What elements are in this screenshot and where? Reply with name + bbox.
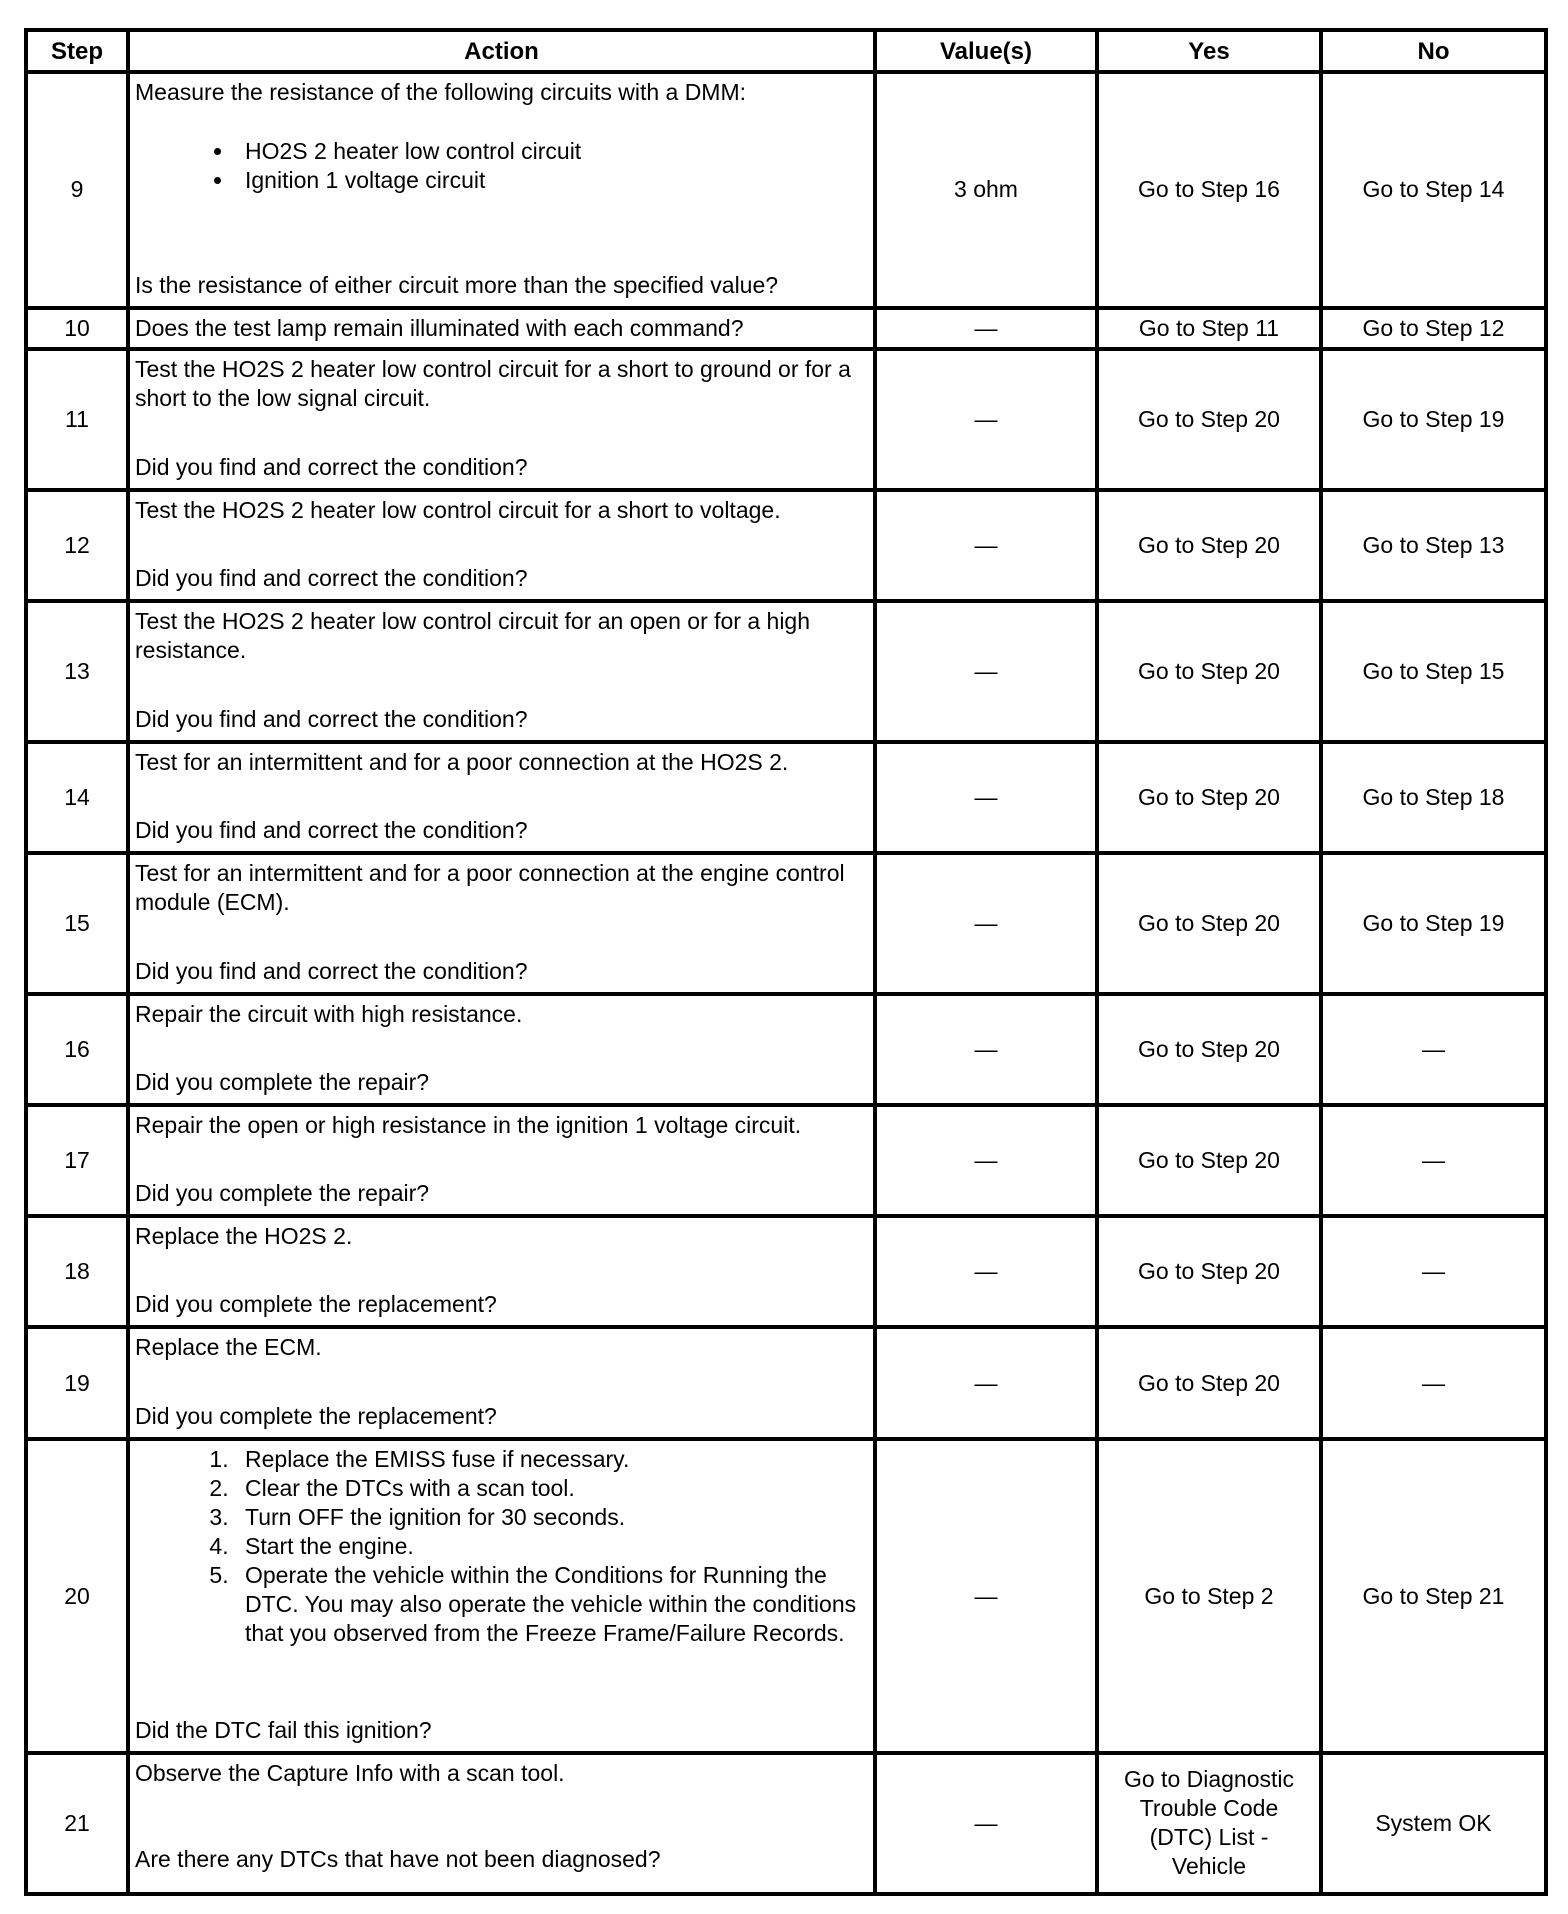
table-row (26, 1105, 1546, 1216)
header-yes: Yes (1097, 30, 1321, 72)
header-values: Value(s) (875, 30, 1097, 72)
header-no: No (1321, 30, 1546, 72)
table-row (26, 742, 1546, 853)
value-cell: — (875, 490, 1097, 601)
no-cell: Go to Step 18 (1321, 742, 1546, 853)
value-cell: — (875, 1753, 1097, 1894)
action-cell (128, 72, 875, 308)
table-row (26, 1439, 1546, 1754)
yes-cell: Go to Step 2 (1097, 1439, 1321, 1754)
step-number: 9 (26, 72, 128, 308)
yes-cell: Go to Step 20 (1097, 1216, 1321, 1327)
numbered-list (135, 1445, 865, 1648)
value-cell: — (875, 349, 1097, 490)
yes-cell: Go to Diagnostic Trouble Code (DTC) List - Vehicle (1097, 1753, 1321, 1894)
step-number: 18 (26, 1216, 128, 1327)
value-cell: — (875, 742, 1097, 853)
question-text: Did you complete the repair? (135, 1180, 430, 1207)
step-number: 10 (26, 308, 128, 349)
step-number: 15 (26, 853, 128, 994)
step-number: 14 (26, 742, 128, 853)
step-number: 16 (26, 994, 128, 1105)
action-cell (128, 994, 875, 1105)
no-cell: Go to Step 19 (1321, 349, 1546, 490)
step-number: 12 (26, 490, 128, 601)
list-item: • HO2S 2 heater low control circuit (235, 137, 865, 166)
value-cell: — (875, 1105, 1097, 1216)
action-cell (128, 490, 875, 601)
question-text: Did you complete the replacement? (135, 1402, 497, 1429)
value-cell: — (875, 1216, 1097, 1327)
header-action: Action (128, 30, 875, 72)
bullet-list (135, 137, 865, 195)
action-text: Replace the ECM. (135, 1334, 322, 1361)
value-cell: 3 ohm (875, 72, 1097, 308)
table-row (26, 308, 1546, 349)
table-row (26, 490, 1546, 601)
no-cell: Go to Step 19 (1321, 853, 1546, 994)
question-text: Did you find and correct the condition? (135, 705, 528, 732)
no-cell: — (1321, 994, 1546, 1105)
action-cell (128, 853, 875, 994)
action-cell (128, 308, 875, 349)
step-number: 17 (26, 1105, 128, 1216)
value-cell: — (875, 994, 1097, 1105)
action-cell (128, 601, 875, 742)
action-text: Measure the resistance of the following circuits with a DMM: (135, 79, 747, 105)
question-text: Did you complete the replacement? (135, 1291, 497, 1318)
question-text: Did you find and correct the condition? (135, 565, 528, 592)
question-text: Is the resistance of either circuit more than the specified value? (135, 271, 779, 298)
action-text: Test the HO2S 2 heater low control circuit for a short to voltage. (135, 496, 781, 523)
action-text: Test for an intermittent and for a poor connection at the engine control module (ECM). (135, 859, 845, 915)
no-cell: — (1321, 1216, 1546, 1327)
action-text: Observe the Capture Info with a scan tool. (135, 1760, 565, 1787)
action-text: Repair the circuit with high resistance. (135, 1000, 523, 1027)
table-row (26, 853, 1546, 994)
list-item: 4. Start the engine. (235, 1532, 865, 1561)
action-text: Test for an intermittent and for a poor connection at the HO2S 2. (135, 748, 789, 775)
table-row (26, 994, 1546, 1105)
action-cell (128, 742, 875, 853)
step-number: 20 (26, 1439, 128, 1754)
step-number: 11 (26, 349, 128, 490)
question-text: Did you find and correct the condition? (135, 816, 528, 843)
step-number: 13 (26, 601, 128, 742)
header-row (26, 30, 1546, 72)
yes-cell: Go to Step 20 (1097, 601, 1321, 742)
action-cell (128, 1105, 875, 1216)
no-cell: Go to Step 14 (1321, 72, 1546, 308)
yes-cell: Go to Step 20 (1097, 1327, 1321, 1438)
question-text: Are there any DTCs that have not been diagnosed? (135, 1846, 661, 1872)
diagnostic-table (24, 28, 1548, 1896)
no-cell: Go to Step 15 (1321, 601, 1546, 742)
action-cell (128, 1327, 875, 1438)
action-text: Test the HO2S 2 heater low control circuit for a short to ground or for a short to the low signal circuit. (135, 356, 851, 412)
list-item: • Ignition 1 voltage circuit (235, 166, 865, 195)
table-row (26, 72, 1546, 308)
value-cell: — (875, 1439, 1097, 1754)
no-cell: — (1321, 1327, 1546, 1438)
question-text: Did you find and correct the condition? (135, 957, 528, 984)
yes-cell: Go to Step 16 (1097, 72, 1321, 308)
value-cell: — (875, 308, 1097, 349)
yes-cell: Go to Step 20 (1097, 490, 1321, 601)
table-row (26, 349, 1546, 490)
list-item: 1. Replace the EMISS fuse if necessary. (235, 1445, 865, 1474)
action-cell (128, 349, 875, 490)
list-item: 3. Turn OFF the ignition for 30 seconds. (235, 1503, 865, 1532)
table-row (26, 601, 1546, 742)
action-cell (128, 1216, 875, 1327)
list-item: 2. Clear the DTCs with a scan tool. (235, 1474, 865, 1503)
yes-cell: Go to Step 20 (1097, 349, 1321, 490)
step-number: 21 (26, 1753, 128, 1894)
question-text: Did the DTC fail this ignition? (135, 1717, 432, 1744)
header-step: Step (26, 30, 128, 72)
no-cell: Go to Step 12 (1321, 308, 1546, 349)
question-text: Did you find and correct the condition? (135, 453, 528, 480)
table-row (26, 1216, 1546, 1327)
value-cell: — (875, 1327, 1097, 1438)
no-cell: — (1321, 1105, 1546, 1216)
value-cell: — (875, 853, 1097, 994)
step-number: 19 (26, 1327, 128, 1438)
no-cell: Go to Step 21 (1321, 1439, 1546, 1754)
list-item: 5. Operate the vehicle within the Conditions for Running the DTC. You may also operate the vehicle within the conditions that you observed from the Freeze Frame/Failure Records. (235, 1561, 865, 1648)
yes-cell: Go to Step 20 (1097, 994, 1321, 1105)
no-cell: System OK (1321, 1753, 1546, 1894)
yes-cell: Go to Step 20 (1097, 1105, 1321, 1216)
yes-cell: Go to Step 20 (1097, 853, 1321, 994)
yes-cell: Go to Step 11 (1097, 308, 1321, 349)
action-cell (128, 1439, 875, 1754)
no-cell: Go to Step 13 (1321, 490, 1546, 601)
table-row (26, 1753, 1546, 1894)
question-text: Did you complete the repair? (135, 1068, 430, 1095)
value-cell: — (875, 601, 1097, 742)
table-row (26, 1327, 1546, 1438)
question-text: Does the test lamp remain illuminated with each command? (135, 314, 744, 341)
yes-cell: Go to Step 20 (1097, 742, 1321, 853)
action-text: Test the HO2S 2 heater low control circuit for an open or for a high resistance. (135, 608, 811, 664)
action-cell (128, 1753, 875, 1894)
action-text: Replace the HO2S 2. (135, 1223, 353, 1250)
action-text: Repair the open or high resistance in the ignition 1 voltage circuit. (135, 1111, 802, 1138)
